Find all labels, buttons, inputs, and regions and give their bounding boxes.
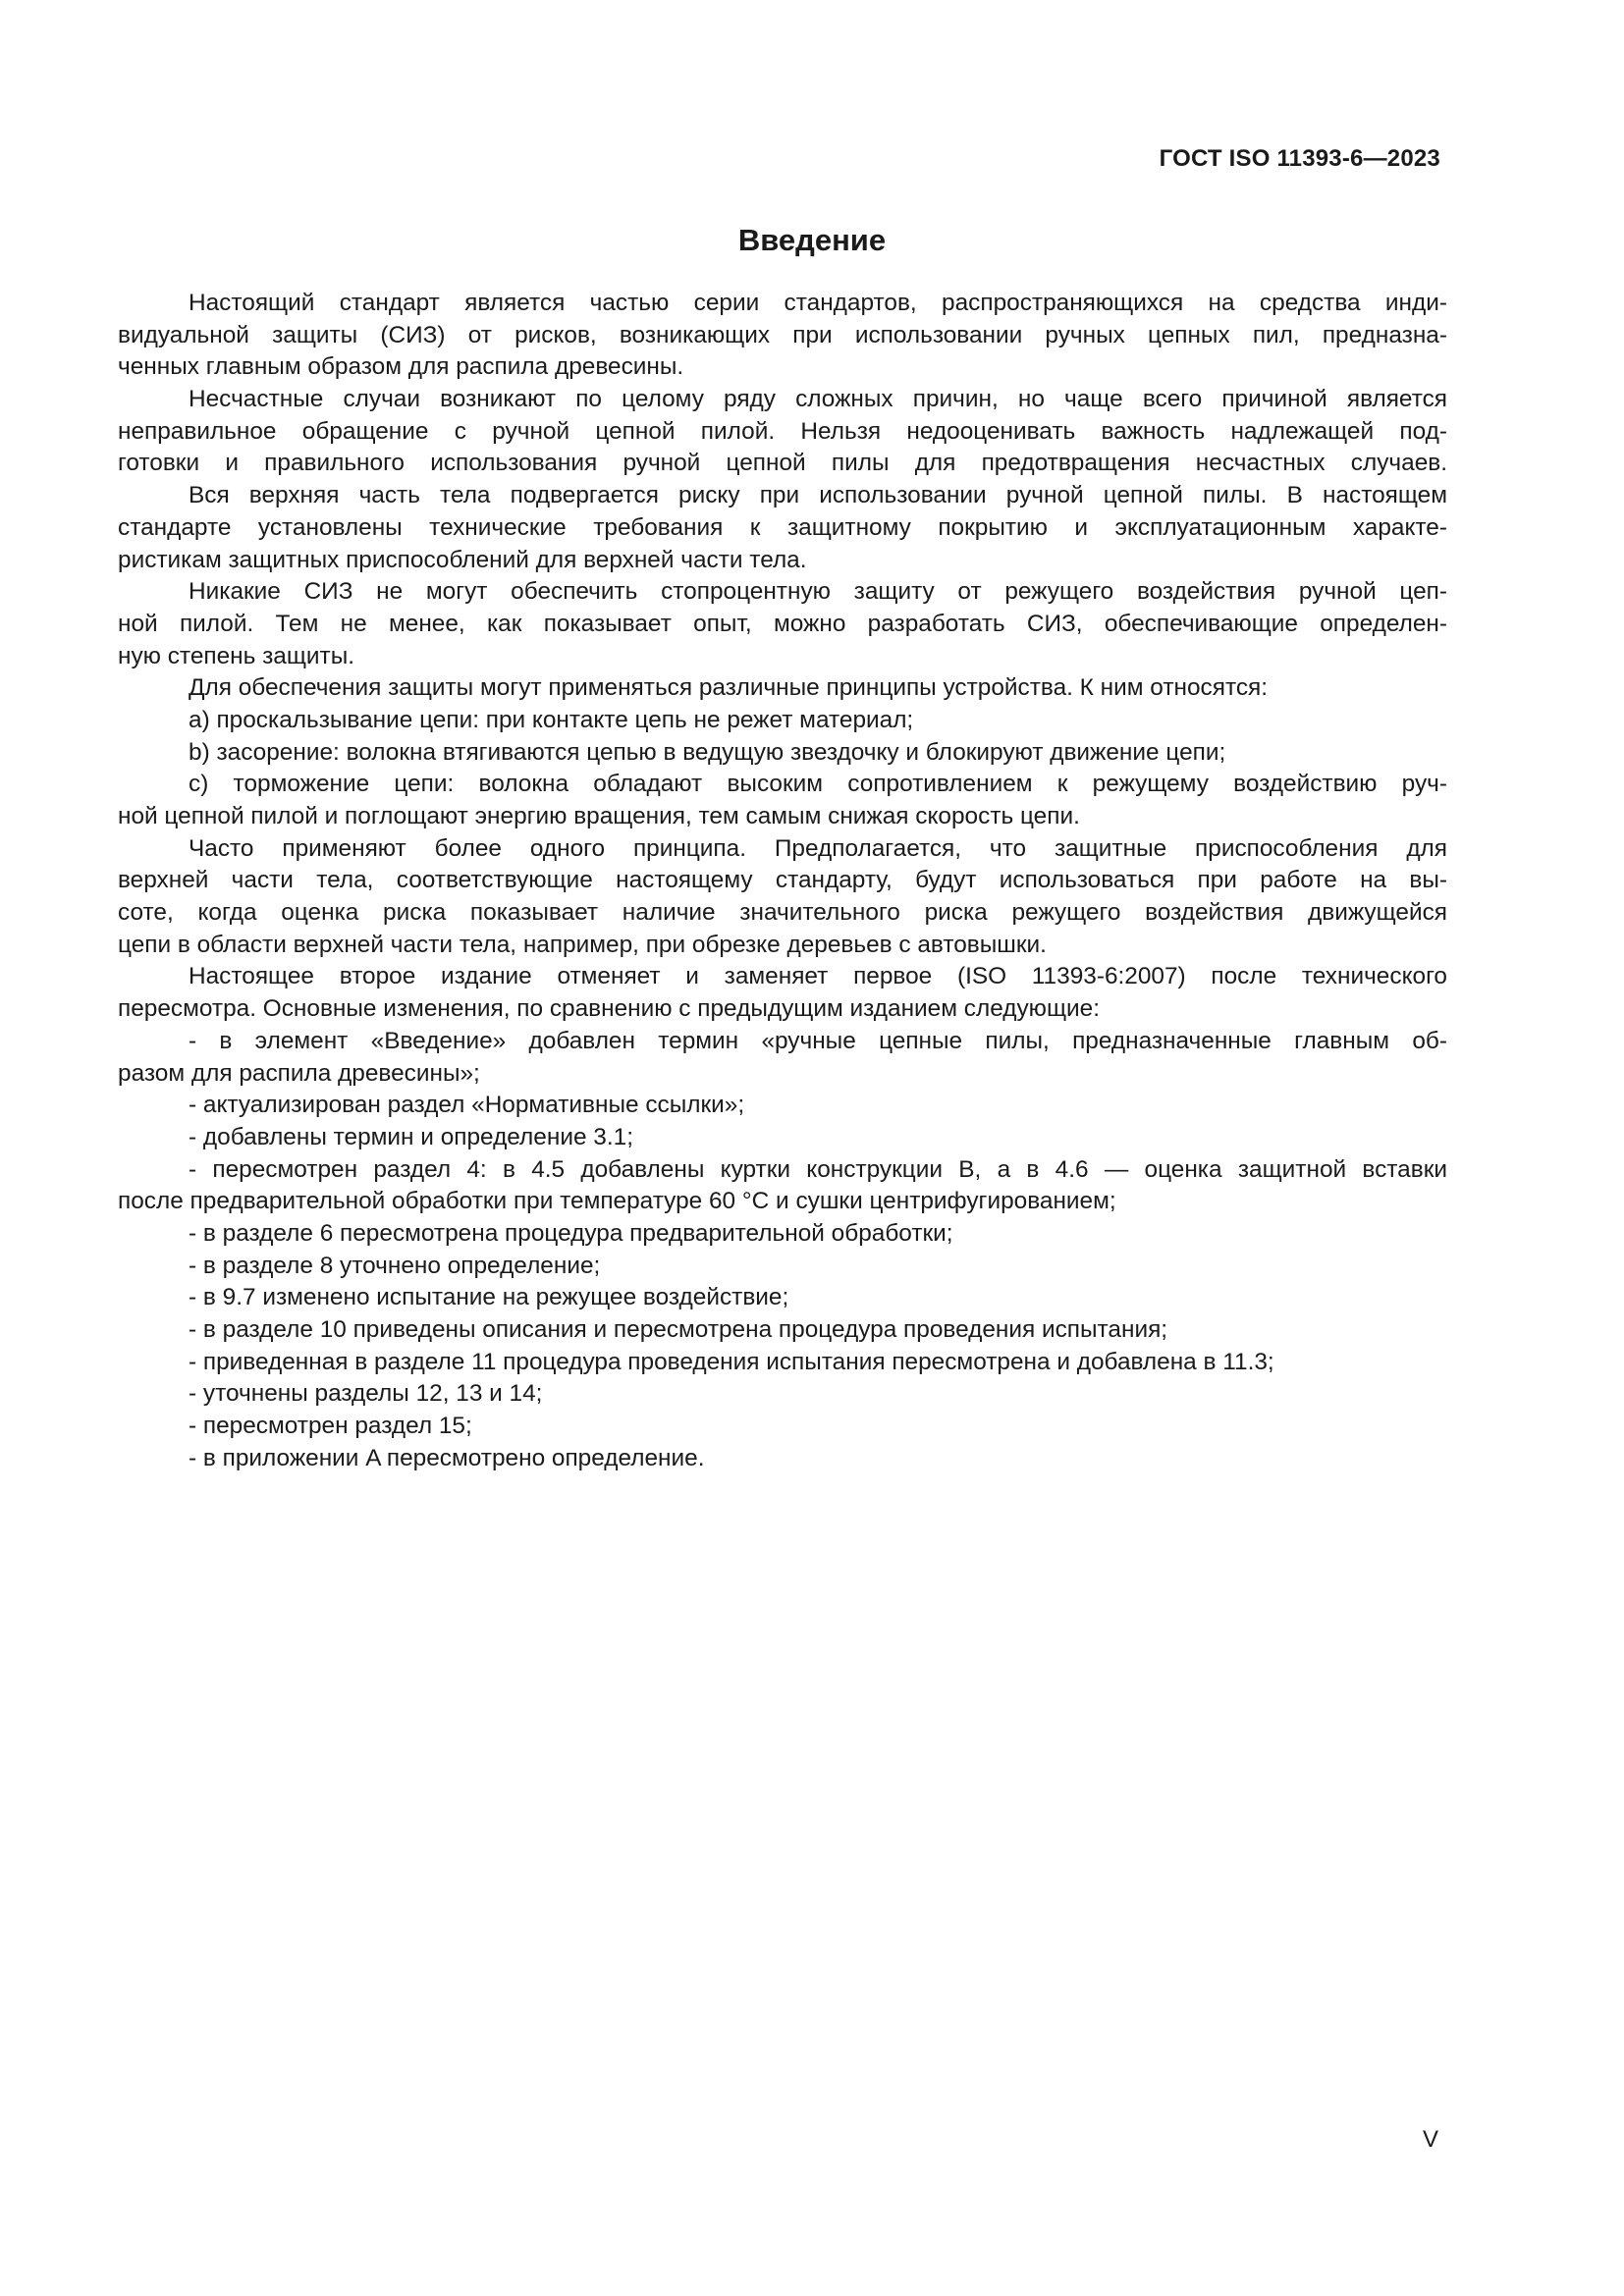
text-line: пересмотра. Основные изменения, по сравнению с предыдущим изданием следующие: [118, 995, 1100, 1023]
body-text [118, 288, 1447, 1474]
text-line: - пересмотрен раздел 15; [189, 1413, 472, 1440]
text-line: Никакие СИЗ не могут обеспечить стопроцентную защиту от режущего воздействия ручной цеп- [189, 578, 1447, 606]
text-line: стандарте установлены технические требования к защитному покрытию и эксплуатационным характе- [118, 513, 1447, 541]
text-line: - уточнены разделы 12, 13 и 14; [189, 1380, 543, 1408]
text-line: - пересмотрен раздел 4: в 4.5 добавлены куртки конструкции B, а в 4.6 — оценка защитной вставки [189, 1155, 1447, 1183]
document-code-header: ГОСТ ISO 11393-6—2023 [1159, 145, 1440, 172]
text-line: ной цепной пилой и поглощают энергию вращения, тем самым снижая скорость цепи. [118, 803, 1080, 829]
text-line: Настоящий стандарт является частью серии стандартов, распространяющихся на средства инди- [189, 290, 1447, 316]
text-line: - добавлены термин и определение 3.1; [189, 1123, 633, 1150]
text-line: - в приложении A пересмотрено определение. [189, 1444, 705, 1471]
section-title: Введение [737, 223, 887, 257]
text-line: Несчастные случаи возникают по целому ряду сложных причин, но чаще всего причиной является [189, 386, 1447, 413]
text-line: цепи в области верхней части тела, например, при обрезке деревьев с автовышки. [118, 931, 1047, 958]
text-line: Для обеспечения защиты могут применяться различные принципы устройства. К ним относятся: [189, 674, 1269, 702]
text-line: c) торможение цепи: волокна обладают высоким сопротивлением к режущему воздействию руч- [189, 771, 1447, 798]
text-line: - приведенная в разделе 11 процедура проведения испытания пересмотрена и добавлена в 11.3; [189, 1348, 1274, 1375]
text-line: b) засорение: волокна втягиваются цепью в ведущую звездочку и блокируют движение цепи; [189, 738, 1226, 766]
text-line: - в 9.7 изменено испытание на режущее воздействие; [189, 1284, 789, 1311]
text-line: соте, когда оценка риска показывает наличие значительного риска режущего воздействия движущейся [118, 899, 1447, 927]
text-line: ристикам защитных приспособлений для верхней части тела. [118, 546, 807, 573]
text-line: разом для распила древесины»; [118, 1059, 480, 1087]
text-line: видуальной защиты (СИЗ) от рисков, возникающих при использовании ручных цепных пил, предназна- [118, 321, 1447, 348]
text-line: - в разделе 6 пересмотрена процедура предварительной обработки; [189, 1219, 953, 1247]
text-line: готовки и правильного использования ручной цепной пилы для предотвращения несчастных случаев. [118, 450, 1447, 477]
text-line: верхней части тела, соответствующие настоящему стандарту, будут использоваться при работе на вы- [118, 867, 1447, 894]
text-line: Часто применяют более одного принципа. Предполагается, что защитные приспособления для [189, 834, 1447, 862]
text-line: - актуализирован раздел «Нормативные ссылки»; [189, 1092, 745, 1119]
text-line: - в элемент «Введение» добавлен термин «ручные цепные пилы, предназначенные главным об- [189, 1027, 1447, 1054]
text-line: - в разделе 10 приведены описания и пересмотрена процедура проведения испытания; [189, 1316, 1168, 1343]
text-line: Настоящее второе издание отменяет и заменяет первое (ISO 11393-6:2007) после технического [189, 963, 1447, 990]
text-line: ной пилой. Тем не менее, как показывает опыт, можно разработать СИЗ, обеспечивающие определен- [118, 610, 1447, 637]
page-number: V [1422, 2126, 1438, 2153]
text-line: ченных главным образом для распила древесины. [118, 353, 684, 381]
text-line: Вся верхняя часть тела подвергается риску при использовании ручной цепной пилы. В настоящем [189, 482, 1447, 509]
text-line: - в разделе 8 уточнено определение; [189, 1252, 601, 1279]
text-line: после предварительной обработки при температуре 60 °C и сушки центрифугированием; [118, 1188, 1116, 1215]
text-line: ную степень защиты. [118, 642, 355, 669]
text-line: неправильное обращение с ручной цепной пилой. Нельзя недооценивать важность надлежащей под- [118, 417, 1447, 445]
text-line: a) проскальзывание цепи: при контакте цепь не режет материал; [189, 706, 914, 733]
